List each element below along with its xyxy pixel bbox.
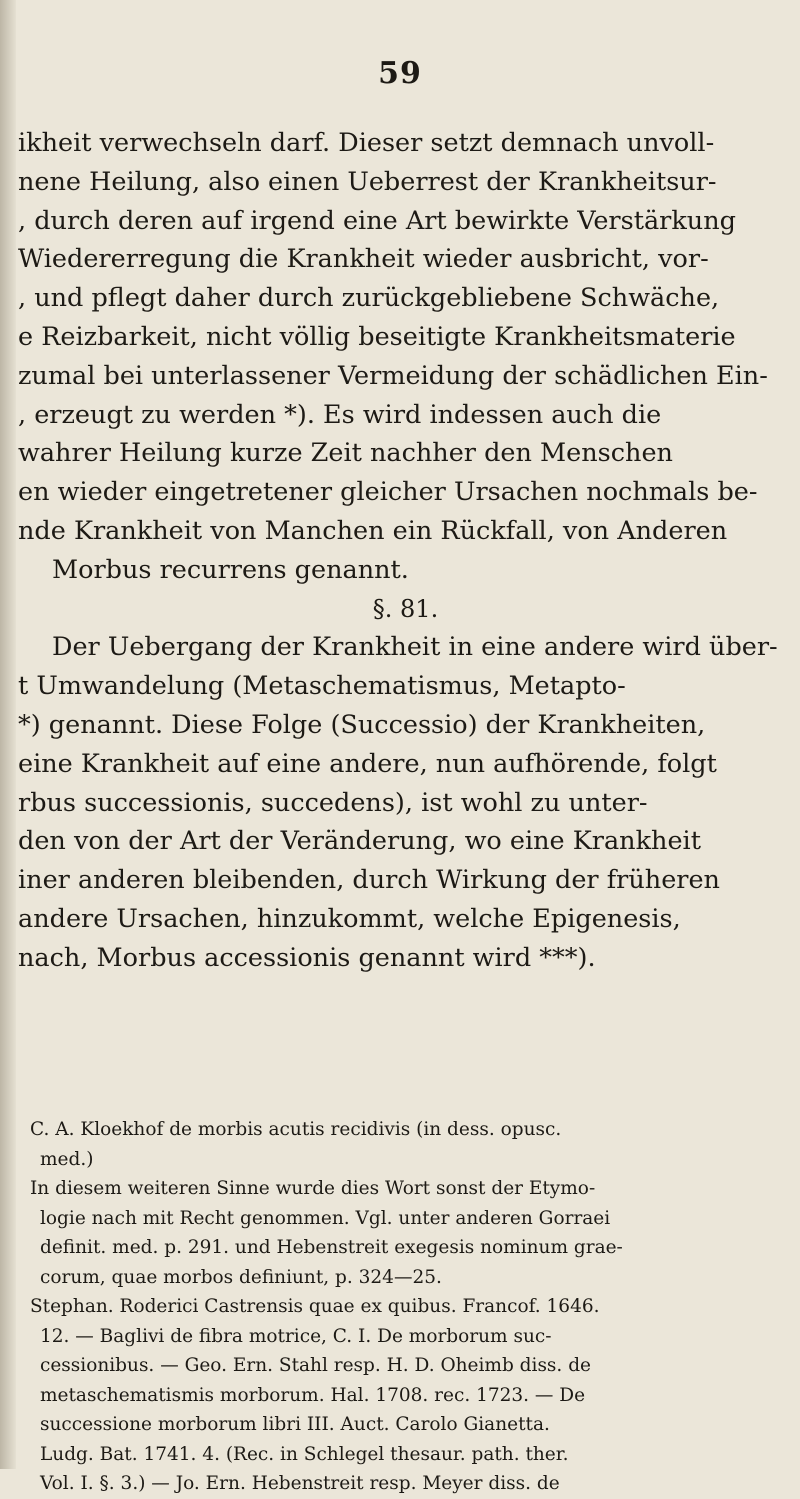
body-line: den von der Art der Veränderung, wo eine Krankheit [18, 826, 701, 857]
footnote-line: successione morborum libri III. Auct. Carolo Gianetta. [40, 1414, 550, 1435]
body-line: Morbus recurrens genannt. [52, 554, 409, 585]
section-heading: §. 81. [372, 594, 439, 623]
body-line: nach, Morbus accessionis genannt wird ***). [18, 942, 596, 973]
footnote-line: In diesem weiteren Sinne wurde dies Wort sonst der Etymo- [30, 1178, 596, 1199]
body-line: e Reizbarkeit, nicht völlig beseitigte Krankheitsmaterie [18, 321, 736, 352]
footnote-line: corum, quae morbos definiunt, p. 324—25. [40, 1266, 442, 1288]
body-line: wahrer Heilung kurze Zeit nachher den Menschen [18, 438, 673, 469]
body-line: ikheit verwechseln darf. Dieser setzt demnach unvoll- [18, 128, 715, 158]
body-line: , durch deren auf irgend eine Art bewirkte Verstärkung [18, 205, 736, 236]
body-line: andere Ursachen, hinzukommt, welche Epigenesis, [18, 903, 681, 934]
body-line: en wieder eingetretener gleicher Ursachen nochmals be- [18, 477, 758, 508]
body-line: zumal bei unterlassener Vermeidung der schädlichen Ein- [18, 360, 768, 391]
footnote-line: 12. — Baglivi de fibra motrice, C. I. De morborum suc- [40, 1325, 552, 1347]
body-line: , erzeugt zu werden *). Es wird indessen auch die [18, 399, 662, 430]
body-line: iner anderen bleibenden, durch Wirkung der früheren [18, 865, 720, 896]
body-line: Der Uebergang der Krankheit in eine andere wird über- [52, 632, 778, 663]
body-text [18, 124, 793, 978]
page-gutter-shadow [0, 0, 16, 1469]
page-number: 59 [378, 56, 422, 91]
footnote-line: Stephan. Roderici Castrensis quae ex quibus. Francof. 1646. [30, 1296, 600, 1317]
footnote-line: logie nach mit Recht genommen. Vgl. unter anderen Gorraei [40, 1207, 611, 1229]
footnotes [30, 1115, 790, 1499]
footnote-line: C. A. Kloekhof de morbis acutis recidivis (in dess. opusc. [30, 1119, 562, 1140]
body-line: *) genannt. Diese Folge (Successio) der Krankheiten, [18, 709, 706, 740]
body-line: nene Heilung, also einen Ueberrest der Krankheitsur- [18, 166, 717, 197]
body-line: t Umwandelung (Metaschematismus, Metapto- [18, 671, 626, 702]
footnote-line: Ludg. Bat. 1741. 4. (Rec. in Schlegel thesaur. path. ther. [40, 1443, 569, 1465]
footnote-line: med.) [40, 1148, 94, 1170]
body-line: nde Krankheit von Manchen ein Rückfall, von Anderen [18, 515, 728, 546]
body-line: Wiedererregung die Krankheit wieder ausbricht, vor- [18, 244, 709, 275]
footnote-line: metaschematismis morborum. Hal. 1708. rec. 1723. — De [40, 1384, 586, 1406]
body-line: eine Krankheit auf eine andere, nun aufhörende, folgt [18, 748, 717, 779]
footnote-line: Vol. I. §. 3.) — Jo. Ern. Hebenstreit resp. Meyer diss. de [40, 1473, 560, 1494]
body-line: rbus successionis, succedens), ist wohl zu unter- [18, 787, 648, 818]
footnote-line: cessionibus. — Geo. Ern. Stahl resp. H. D. Oheimb diss. de [40, 1355, 591, 1376]
body-line: , und pflegt daher durch zurückgebliebene Schwäche, [18, 283, 720, 314]
footnote-line: definit. med. p. 291. und Hebenstreit exegesis nominum grae- [40, 1237, 623, 1258]
